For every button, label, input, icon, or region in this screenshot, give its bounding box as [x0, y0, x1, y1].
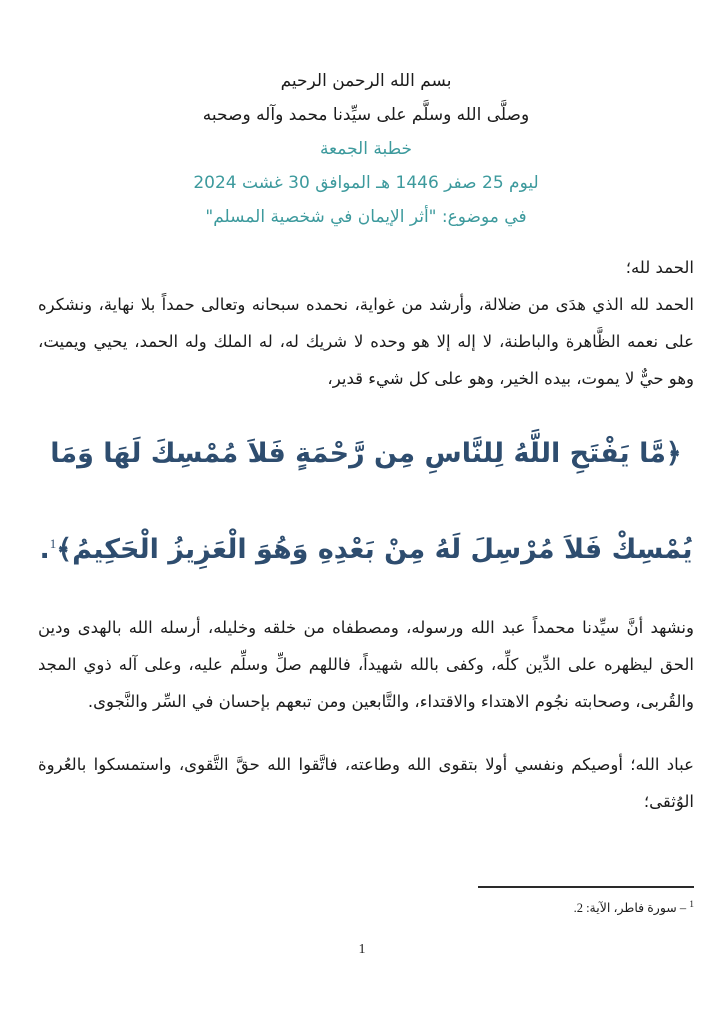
footnote — [38, 895, 694, 918]
quran-verse-text: ﴿مَّا يَفْتَحِ اللَّهُ لِلنَّاسِ مِن رَّحْمَةٍ فَلاَ مُمْسِكَ لَهَا وَمَا يُمْسِكْ فَلاَ مُرْسِلَ لَهُ مِنْ بَعْدِهِ وَهُوَ الْعَزِيزُ الْحَكِيمُ﴾ — [50, 438, 693, 565]
footnote-marker: 1 — [689, 900, 694, 910]
page-number: 1 — [358, 942, 366, 957]
footnote-text: – سورة فاطر، الآية: 2. — [573, 901, 687, 916]
sermon-date-line: ليوم 25 صفر 1446 هـ الموافق 30 غشت 2024 — [193, 173, 539, 193]
document-header — [38, 64, 694, 234]
footnote-area — [38, 886, 694, 918]
salutation-line: وصلَّى الله وسلَّم على سيِّدنا محمد وآله وصحبه — [202, 105, 530, 125]
opening-hamd: الحمد لله؛ — [625, 258, 694, 277]
quran-verse — [38, 409, 694, 595]
sermon-subject-line: في موضوع: "أثر الإيمان في شخصية المسلم" — [205, 207, 527, 227]
basmala-line: بسم الله الرحمن الرحيم — [280, 71, 452, 91]
verse-period: . — [39, 534, 50, 565]
footnote-separator — [478, 886, 694, 888]
sermon-title: خطبة الجمعة — [319, 139, 413, 159]
document-body — [38, 249, 694, 820]
paragraph-shahada: ونشهد أنَّ سيِّدنا محمداً عبد الله ورسوله، ومصطفاه من خلقه وخليله، أرسله الله بالهدى ودين الحق ليظهره على الدِّين كلِّه، وكفى بالله شهيداً، فاللهم صلِّ وسلِّم عليه، وعلى آله ذوي المجد والقُربى، وصحابته نجُوم الاهتداء والاقتداء، والتَّابعين ومن تبعهم بإحسان في السِّر والنَّجوى. — [38, 618, 694, 711]
paragraph-wasiyya: عباد الله؛ أوصيكم ونفسي أولا بتقوى الله وطاعته، فاتَّقوا الله حقَّ التَّقوى، واستمسكوا بالعُروة الوُثقى؛ — [38, 755, 694, 811]
paragraph-hamd: الحمد لله الذي هدَى من ضلالة، وأرشد من غواية، نحمده سبحانه وتعالى حمداً بلا نهاية، ونشكره على نعمه الظَّاهرة والباطنة، لا إله إلا هو وحده لا شريك له، له الملك وله الحمد، يحيي ويميت، وهو حيٌّ لا يموت، بيده الخير، وهو على كل شيء قدير، — [38, 295, 694, 388]
verse-footnote-marker: 1 — [49, 536, 57, 551]
